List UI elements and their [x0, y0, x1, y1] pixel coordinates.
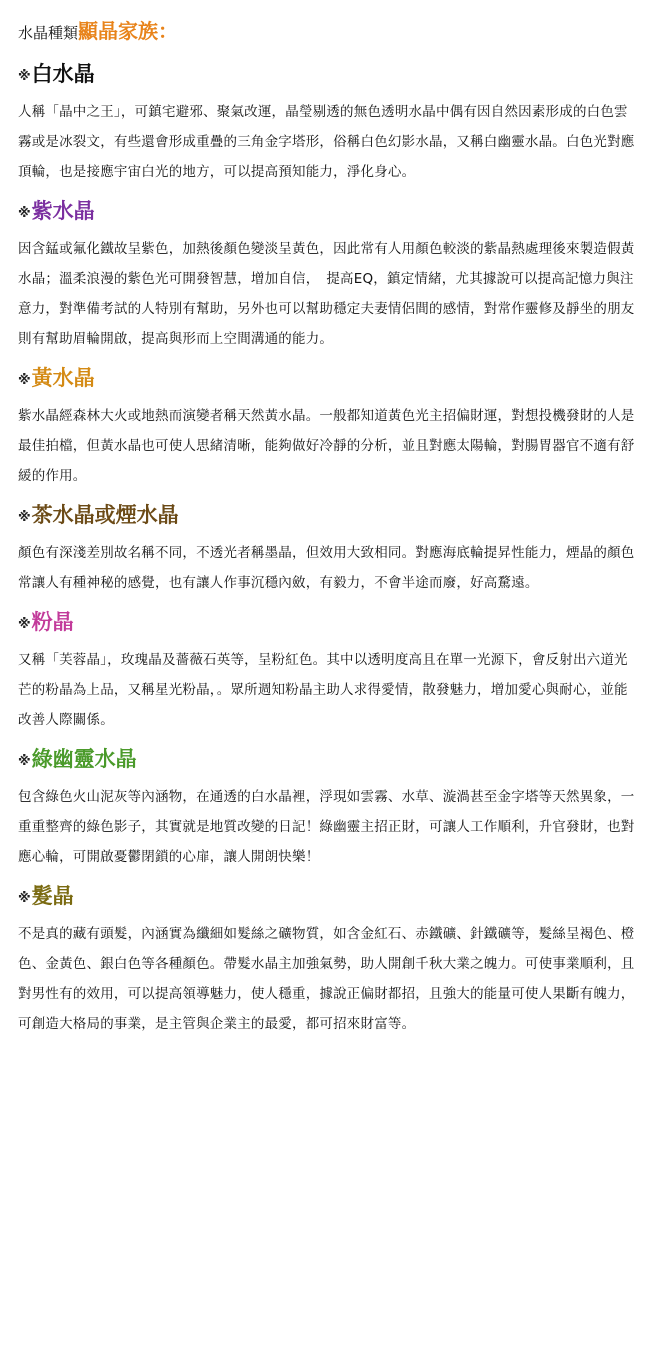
section-white-quartz	[18, 60, 636, 187]
section-smoky-quartz	[18, 501, 636, 598]
section-green-phantom	[18, 745, 636, 872]
section-body: 不是真的藏有頭髮，內涵實為纖細如髮絲之礦物質，如含金紅石、赤鐵礦、針鐵礦等，髮絲呈褐色、橙色、金黃色、銀白色等各種顏色。帶髮水晶主加強氣勢，助人開創千秋大業之魄力。可使事業順利，且對男性有的效用，可以提高領導魅力，使人穩重，據說正偏財都招，且強大的能量可使人果斷有魄力，可創造大格局的事業，是主管與企業主的最愛，都可招來財富等。	[18, 926, 635, 1032]
section-title	[18, 501, 636, 532]
section-rutilated-quartz	[18, 882, 636, 1039]
section-title-text: 紫水晶	[31, 199, 95, 223]
section-title-text: 綠幽靈水晶	[31, 747, 137, 771]
section-title	[18, 882, 636, 913]
section-title-text: 茶水晶或煙水晶	[31, 503, 179, 527]
section-body: 又稱「芙蓉晶」，玫瑰晶及薔薇石英等，呈粉紅色。其中以透明度高且在單一光源下，會反射出六道光芒的粉晶為上品，又稱星光粉晶，。眾所週知粉晶主助人求得愛情，散發魅力，增加愛心與耐心，並能改善人際關係。	[18, 652, 628, 728]
section-title	[18, 197, 636, 228]
section-title	[18, 608, 636, 639]
section-body: 人稱「晶中之王」，可鎮宅避邪、聚氣改運，晶瑩剔透的無色透明水晶中偶有因自然因素形成的白色雲霧或是冰裂文，有些還會形成重疊的三角金字塔形，俗稱白色幻影水晶，又稱白幽靈水晶。白色光對應頂輪，也是接應宇宙白光的地方，可以提高預知能力，淨化身心。	[18, 104, 635, 180]
section-title	[18, 364, 636, 395]
section-title-text: 白水晶	[31, 62, 95, 86]
header-prefix: 水晶種類	[18, 24, 79, 42]
reference-mark: ※	[18, 617, 31, 632]
header-highlight: 顯晶家族：	[78, 19, 179, 43]
reference-mark: ※	[18, 206, 31, 221]
section-citrine	[18, 364, 636, 491]
section-body: 顏色有深淺差別故名稱不同，不透光者稱墨晶，但效用大致相同。對應海底輪提昇性能力，煙晶的顏色常讓人有種神秘的感覺，也有讓人作事沉穩內斂，有毅力，不會半途而廢，好高騖遠。	[18, 545, 635, 591]
reference-mark: ※	[18, 373, 31, 388]
section-amethyst	[18, 197, 636, 354]
reference-mark: ※	[18, 754, 31, 769]
reference-mark: ※	[18, 69, 31, 84]
section-body: 紫水晶經森林大火或地熱而演變者稱天然黃水晶。一般都知道黃色光主招偏財運，對想投機發財的人是最佳拍檔，但黃水晶也可使人思緒清晰，能夠做好冷靜的分析，並且對應太陽輪，對腸胃器官不適有舒緩的作用。	[18, 408, 635, 484]
section-title	[18, 60, 636, 91]
section-body: 因含錳或氟化鐵故呈紫色，加熱後顏色變淡呈黃色，因此常有人用顏色較淡的紫晶熱處理後來製造假黃水晶；溫柔浪漫的紫色光可開發智慧，增加自信， 提高EQ，鎮定情緒，尤其據說可以提高記憶力與注意力，對準備考試的人特別有幫助，另外也可以幫助穩定夫妻情侶間的感情，對常作靈修及靜坐的朋友則有幫助眉輪開啟，提高與形而上空間溝通的能力。	[18, 241, 635, 347]
section-title-text: 黃水晶	[31, 366, 95, 390]
section-title-text: 粉晶	[31, 610, 74, 634]
section-rose-quartz	[18, 608, 636, 735]
section-title	[18, 745, 636, 776]
section-title-text: 髮晶	[31, 884, 74, 908]
reference-mark: ※	[18, 510, 31, 525]
section-body: 包含綠色火山泥灰等內涵物，在通透的白水晶裡，浮現如雲霧、水草、漩渦甚至金字塔等天然異象，一重重整齊的綠色影子，其實就是地質改變的日記！綠幽靈主招正財，可讓人工作順利，升官發財，也對應心輪，可開啟憂鬱閉鎖的心扉，讓人開朗快樂！	[18, 789, 635, 865]
reference-mark: ※	[18, 891, 31, 906]
page-header	[18, 18, 636, 46]
